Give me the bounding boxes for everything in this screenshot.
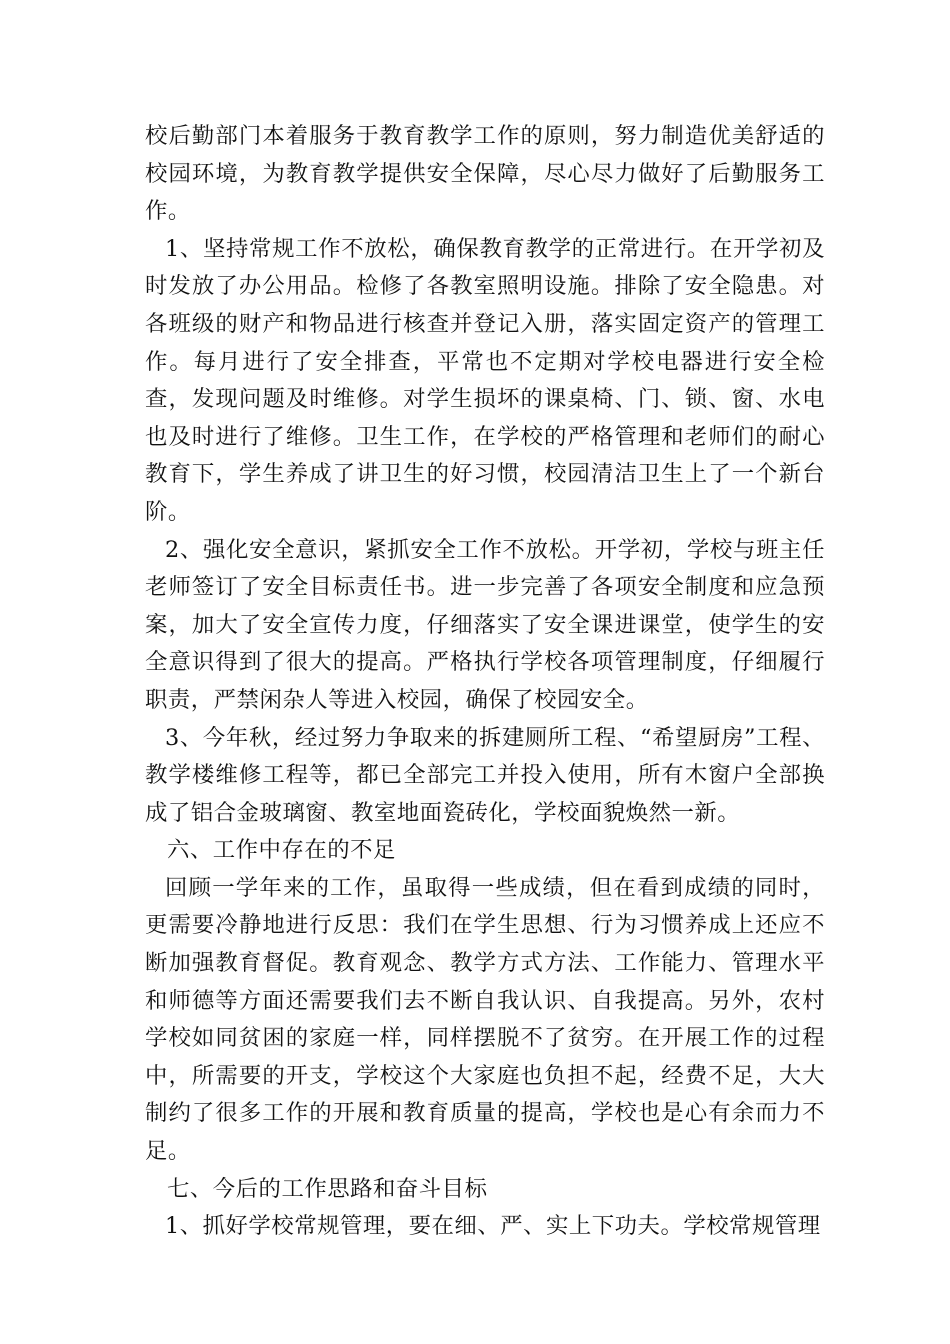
document-body bbox=[145, 118, 825, 1246]
paragraph-item-2-safety: 2、强化安全意识，紧抓安全工作不放松。开学初，学校与班主任老师签订了安全目标责任书。进一步完善了各项安全制度和应急预案，加大了安全宣传力度，仔细落实了安全课进课堂，使学生的安全意识得到了很大的提高。严格执行学校各项管理制度，仔细履行职责，严禁闲杂人等进入校园，确保了校园安全。 bbox=[145, 536, 825, 713]
paragraph-item-3-construction: 3、今年秋，经过努力争取来的拆建厕所工程、“希望厨房”工程、教学楼维修工程等，都已全部完工并投入使用，所有木窗户全部换成了铝合金玻璃窗、教室地面瓷砖化，学校面貌焕然一新。 bbox=[145, 724, 825, 826]
section-heading-future-goals: 七、今后的工作思路和奋斗目标 bbox=[167, 1175, 488, 1202]
paragraph-shortcomings-review: 回顾一学年来的工作，虽取得一些成绩，但在看到成绩的同时，更需要冷静地进行反思：我们在学生思想、行为习惯养成上还应不断加强教育督促。教育观念、教学方式方法、工作能力、管理水平和师德等方面还需要我们去不断自我认识、自我提高。另外，农村学校如同贫困的家庭一样，同样摆脱不了贫穷。在开展工作的过程中，所需要的开支，学校这个大家庭也负担不起，经费不足，大大制约了很多工作的开展和教育质量的提高，学校也是心有余而力不足。 bbox=[145, 874, 825, 1165]
section-heading-shortcomings: 六、工作中存在的不足 bbox=[167, 837, 396, 864]
paragraph-item-1-routine-work: 1、坚持常规工作不放松，确保教育教学的正常进行。在开学初及时发放了办公用品。检修了各教室照明设施。排除了安全隐患。对各班级的财产和物品进行核查并登记入册，落实固定资产的管理工作。每月进行了安全排查，平常也不定期对学校电器进行安全检查，发现问题及时维修。对学生损坏的课桌椅、门、锁、窗、水电也及时进行了维修。卫生工作，在学校的严格管理和老师们的耐心教育下，学生养成了讲卫生的好习惯，校园清洁卫生上了一个新台阶。 bbox=[145, 235, 825, 525]
paragraph-logistics-intro: 校后勤部门本着服务于教育教学工作的原则，努力制造优美舒适的校园环境，为教育教学提供安全保障，尽心尽力做好了后勤服务工作。 bbox=[145, 123, 825, 225]
paragraph-goal-1-routine-management: 1、抓好学校常规管理，要在细、严、实上下功夫。学校常规管理 bbox=[165, 1213, 821, 1240]
